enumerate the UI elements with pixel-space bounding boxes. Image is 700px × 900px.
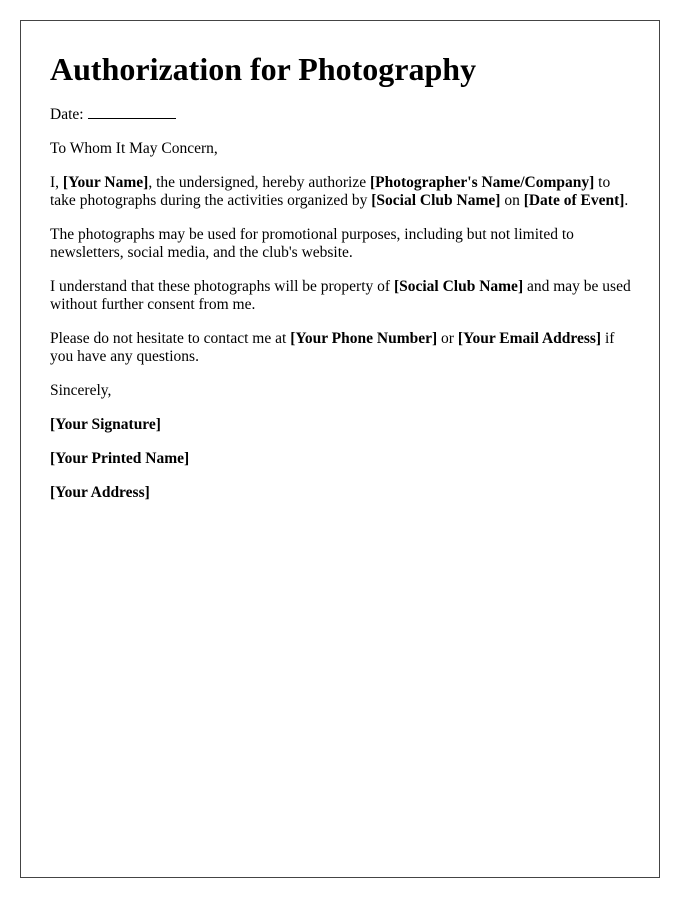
signature-text: [Your Signature] [50,416,161,433]
text-segment: . [624,192,629,209]
social-club-placeholder: [Social Club Name] [393,278,524,295]
photographer-placeholder: [Photographer's Name/Company] [369,174,595,191]
contact-paragraph [50,330,638,366]
text-segment: I understand that these photographs will be property of [50,278,394,295]
printed-name-text: [Your Printed Name] [50,450,190,467]
text-segment: I, [50,174,63,191]
signature-placeholder [50,416,638,434]
your-name-placeholder: [Your Name] [62,174,149,191]
property-paragraph [50,278,638,314]
salutation: To Whom It May Concern, [50,140,218,157]
text-segment: if you have any questions. [50,330,615,365]
text-segment: on [500,192,524,209]
closing: Sincerely, [50,382,112,399]
authorization-paragraph [50,174,638,210]
text-segment: to take photographs during the activities organized by [50,174,611,209]
letter-page [20,20,660,878]
date-line [50,106,638,124]
email-placeholder: [Your Email Address] [457,330,602,347]
page-title: Authorization for Photography [50,51,477,87]
address-placeholder [50,484,638,502]
address-text: [Your Address] [50,484,150,501]
social-club-placeholder: [Social Club Name] [371,192,501,209]
text-segment: or [437,330,458,347]
text-segment: , the undersigned, hereby authorize [148,174,370,191]
phone-placeholder: [Your Phone Number] [290,330,438,347]
text-segment: and may be used without further consent from me. [50,278,631,313]
usage-paragraph: The photographs may be used for promotional purposes, including but not limited to newsletters, social media, and the club's website. [50,226,574,261]
date-blank [88,106,176,119]
printed-name-placeholder [50,450,638,468]
date-label: Date: [50,106,84,123]
letter-content [50,51,638,518]
text-segment: Please do not hesitate to contact me at [50,330,291,347]
date-of-event-placeholder: [Date of Event] [523,192,625,209]
